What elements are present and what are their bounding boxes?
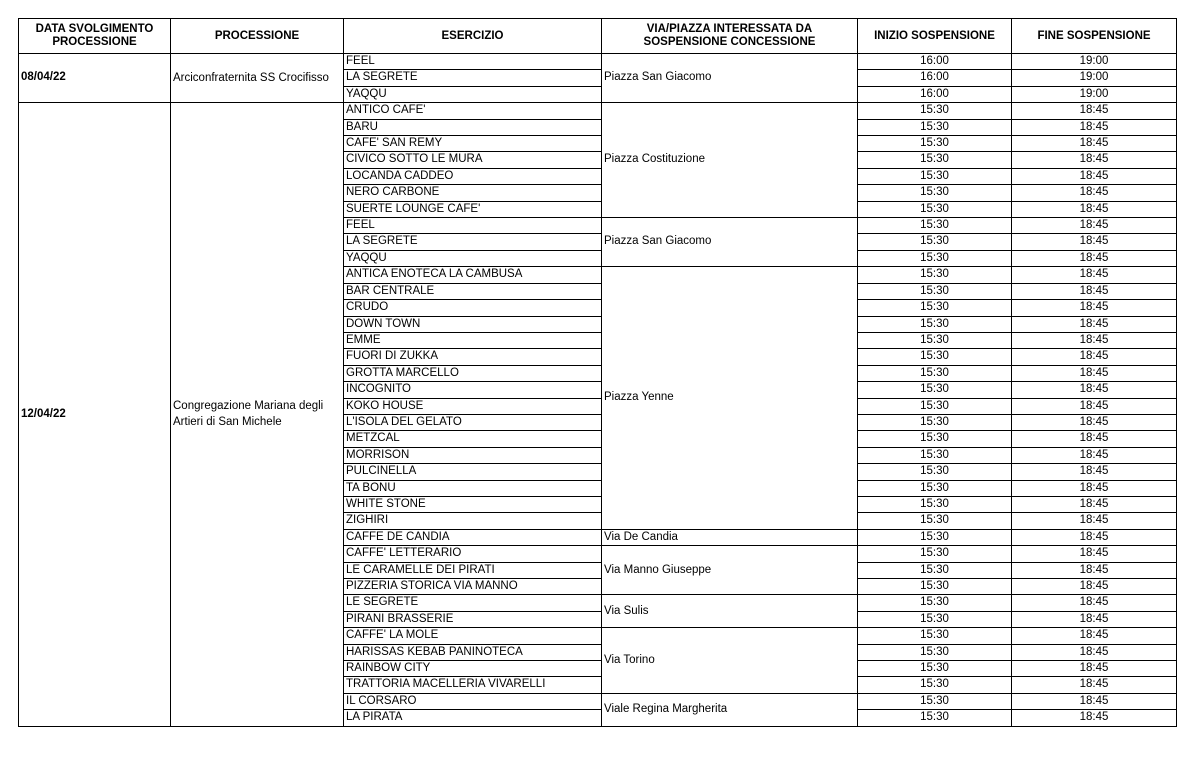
inizio-cell: 15:30 [858,513,1012,529]
esercizio-cell: ANTICO CAFE' [344,103,602,119]
via-cell: Piazza San Giacomo [602,54,858,103]
esercizio-cell: MORRISON [344,447,602,463]
esercizio-cell: HARISSAS KEBAB PANINOTECA [344,644,602,660]
inizio-cell: 15:30 [858,546,1012,562]
esercizio-cell: FUORI DI ZUKKA [344,349,602,365]
inizio-cell: 15:30 [858,119,1012,135]
fine-cell: 18:45 [1012,316,1177,332]
fine-cell: 18:45 [1012,628,1177,644]
esercizio-cell: RAINBOW CITY [344,661,602,677]
esercizio-cell: FEEL [344,54,602,70]
header-fine: FINE SOSPENSIONE [1012,19,1177,54]
via-cell: Via De Candia [602,529,858,545]
fine-cell: 18:45 [1012,595,1177,611]
esercizio-cell: INCOGNITO [344,382,602,398]
via-cell: Piazza Yenne [602,267,858,530]
fine-cell: 18:45 [1012,152,1177,168]
esercizio-cell: SUERTE LOUNGE CAFE' [344,201,602,217]
fine-cell: 18:45 [1012,267,1177,283]
fine-cell: 18:45 [1012,136,1177,152]
header-via: VIA/PIAZZA INTERESSATA DA SOSPENSIONE CONCESSIONE [602,19,858,54]
inizio-cell: 15:30 [858,300,1012,316]
fine-cell: 18:45 [1012,185,1177,201]
esercizio-cell: FEEL [344,218,602,234]
fine-cell: 18:45 [1012,218,1177,234]
fine-cell: 18:45 [1012,447,1177,463]
esercizio-cell: PIZZERIA STORICA VIA MANNO [344,579,602,595]
inizio-cell: 15:30 [858,414,1012,430]
esercizio-cell: LOCANDA CADDEO [344,168,602,184]
fine-cell: 18:45 [1012,332,1177,348]
fine-cell: 18:45 [1012,283,1177,299]
date-cell: 12/04/22 [19,103,171,726]
fine-cell: 18:45 [1012,562,1177,578]
inizio-cell: 15:30 [858,332,1012,348]
processione-cell: Arciconfraternita SS Crocifisso [171,54,344,103]
esercizio-cell: CAFFE DE CANDIA [344,529,602,545]
inizio-cell: 15:30 [858,693,1012,709]
esercizio-cell: CAFFE' LA MOLE [344,628,602,644]
inizio-cell: 16:00 [858,70,1012,86]
inizio-cell: 15:30 [858,644,1012,660]
inizio-cell: 15:30 [858,283,1012,299]
esercizio-cell: LE SEGRETE [344,595,602,611]
esercizio-cell: YAQQU [344,250,602,266]
fine-cell: 18:45 [1012,103,1177,119]
inizio-cell: 15:30 [858,431,1012,447]
inizio-cell: 15:30 [858,398,1012,414]
suspension-table [18,18,1177,727]
fine-cell: 18:45 [1012,661,1177,677]
via-cell: Via Sulis [602,595,858,628]
fine-cell: 18:45 [1012,546,1177,562]
via-cell: Via Manno Giuseppe [602,546,858,595]
fine-cell: 18:45 [1012,349,1177,365]
fine-cell: 18:45 [1012,201,1177,217]
inizio-cell: 15:30 [858,218,1012,234]
esercizio-cell: METZCAL [344,431,602,447]
esercizio-cell: EMME [344,332,602,348]
esercizio-cell: GROTTA MARCELLO [344,365,602,381]
esercizio-cell: LE CARAMELLE DEI PIRATI [344,562,602,578]
table-body [19,54,1177,727]
inizio-cell: 15:30 [858,529,1012,545]
inizio-cell: 15:30 [858,628,1012,644]
esercizio-cell: IL CORSARO [344,693,602,709]
inizio-cell: 16:00 [858,54,1012,70]
via-cell: Piazza Costituzione [602,103,858,218]
fine-cell: 18:45 [1012,513,1177,529]
fine-cell: 18:45 [1012,611,1177,627]
esercizio-cell: CAFE' SAN REMY [344,136,602,152]
esercizio-cell: NERO CARBONE [344,185,602,201]
esercizio-cell: CIVICO SOTTO LE MURA [344,152,602,168]
esercizio-cell: DOWN TOWN [344,316,602,332]
fine-cell: 18:45 [1012,382,1177,398]
header-inizio: INIZIO SOSPENSIONE [858,19,1012,54]
date-cell: 08/04/22 [19,54,171,103]
fine-cell: 18:45 [1012,480,1177,496]
inizio-cell: 15:30 [858,316,1012,332]
esercizio-cell: LA SEGRETE [344,70,602,86]
fine-cell: 18:45 [1012,300,1177,316]
fine-cell: 18:45 [1012,677,1177,693]
inizio-cell: 15:30 [858,480,1012,496]
esercizio-cell: LA SEGRETE [344,234,602,250]
fine-cell: 18:45 [1012,579,1177,595]
via-cell: Viale Regina Margherita [602,693,858,726]
header-processione: PROCESSIONE [171,19,344,54]
header-row [19,19,1177,54]
fine-cell: 18:45 [1012,119,1177,135]
inizio-cell: 15:30 [858,496,1012,512]
inizio-cell: 15:30 [858,168,1012,184]
esercizio-cell: YAQQU [344,86,602,102]
esercizio-cell: KOKO HOUSE [344,398,602,414]
inizio-cell: 15:30 [858,579,1012,595]
inizio-cell: 15:30 [858,562,1012,578]
fine-cell: 18:45 [1012,529,1177,545]
fine-cell: 18:45 [1012,168,1177,184]
fine-cell: 18:45 [1012,464,1177,480]
inizio-cell: 15:30 [858,382,1012,398]
fine-cell: 19:00 [1012,86,1177,102]
esercizio-cell: CAFFE' LETTERARIO [344,546,602,562]
inizio-cell: 15:30 [858,365,1012,381]
header-esercizio: ESERCIZIO [344,19,602,54]
esercizio-cell: TA BONU [344,480,602,496]
inizio-cell: 15:30 [858,185,1012,201]
suspension-table-container [18,18,1177,727]
inizio-cell: 15:30 [858,201,1012,217]
fine-cell: 18:45 [1012,693,1177,709]
inizio-cell: 15:30 [858,267,1012,283]
esercizio-cell: PULCINELLA [344,464,602,480]
esercizio-cell: ANTICA ENOTECA LA CAMBUSA [344,267,602,283]
fine-cell: 18:45 [1012,710,1177,726]
fine-cell: 18:45 [1012,234,1177,250]
inizio-cell: 15:30 [858,349,1012,365]
fine-cell: 18:45 [1012,365,1177,381]
esercizio-cell: CRUDO [344,300,602,316]
esercizio-cell: PIRANI BRASSERIE [344,611,602,627]
inizio-cell: 15:30 [858,710,1012,726]
esercizio-cell: LA PIRATA [344,710,602,726]
fine-cell: 18:45 [1012,398,1177,414]
table-row [19,103,1177,119]
inizio-cell: 15:30 [858,661,1012,677]
inizio-cell: 15:30 [858,595,1012,611]
esercizio-cell: BAR CENTRALE [344,283,602,299]
fine-cell: 19:00 [1012,70,1177,86]
via-cell: Via Torino [602,628,858,694]
processione-cell: Congregazione Mariana degli Artieri di San Michele [171,103,344,726]
esercizio-cell: WHITE STONE [344,496,602,512]
fine-cell: 19:00 [1012,54,1177,70]
inizio-cell: 15:30 [858,103,1012,119]
inizio-cell: 15:30 [858,250,1012,266]
fine-cell: 18:45 [1012,414,1177,430]
via-cell: Piazza San Giacomo [602,218,858,267]
inizio-cell: 15:30 [858,464,1012,480]
esercizio-cell: TRATTORIA MACELLERIA VIVARELLI [344,677,602,693]
fine-cell: 18:45 [1012,431,1177,447]
esercizio-cell: ZIGHIRI [344,513,602,529]
inizio-cell: 16:00 [858,86,1012,102]
fine-cell: 18:45 [1012,496,1177,512]
table-row [19,54,1177,70]
fine-cell: 18:45 [1012,250,1177,266]
inizio-cell: 15:30 [858,611,1012,627]
inizio-cell: 15:30 [858,447,1012,463]
fine-cell: 18:45 [1012,644,1177,660]
inizio-cell: 15:30 [858,677,1012,693]
header-date: DATA SVOLGIMENTO PROCESSIONE [19,19,171,54]
inizio-cell: 15:30 [858,136,1012,152]
inizio-cell: 15:30 [858,152,1012,168]
esercizio-cell: BARU [344,119,602,135]
esercizio-cell: L'ISOLA DEL GELATO [344,414,602,430]
inizio-cell: 15:30 [858,234,1012,250]
